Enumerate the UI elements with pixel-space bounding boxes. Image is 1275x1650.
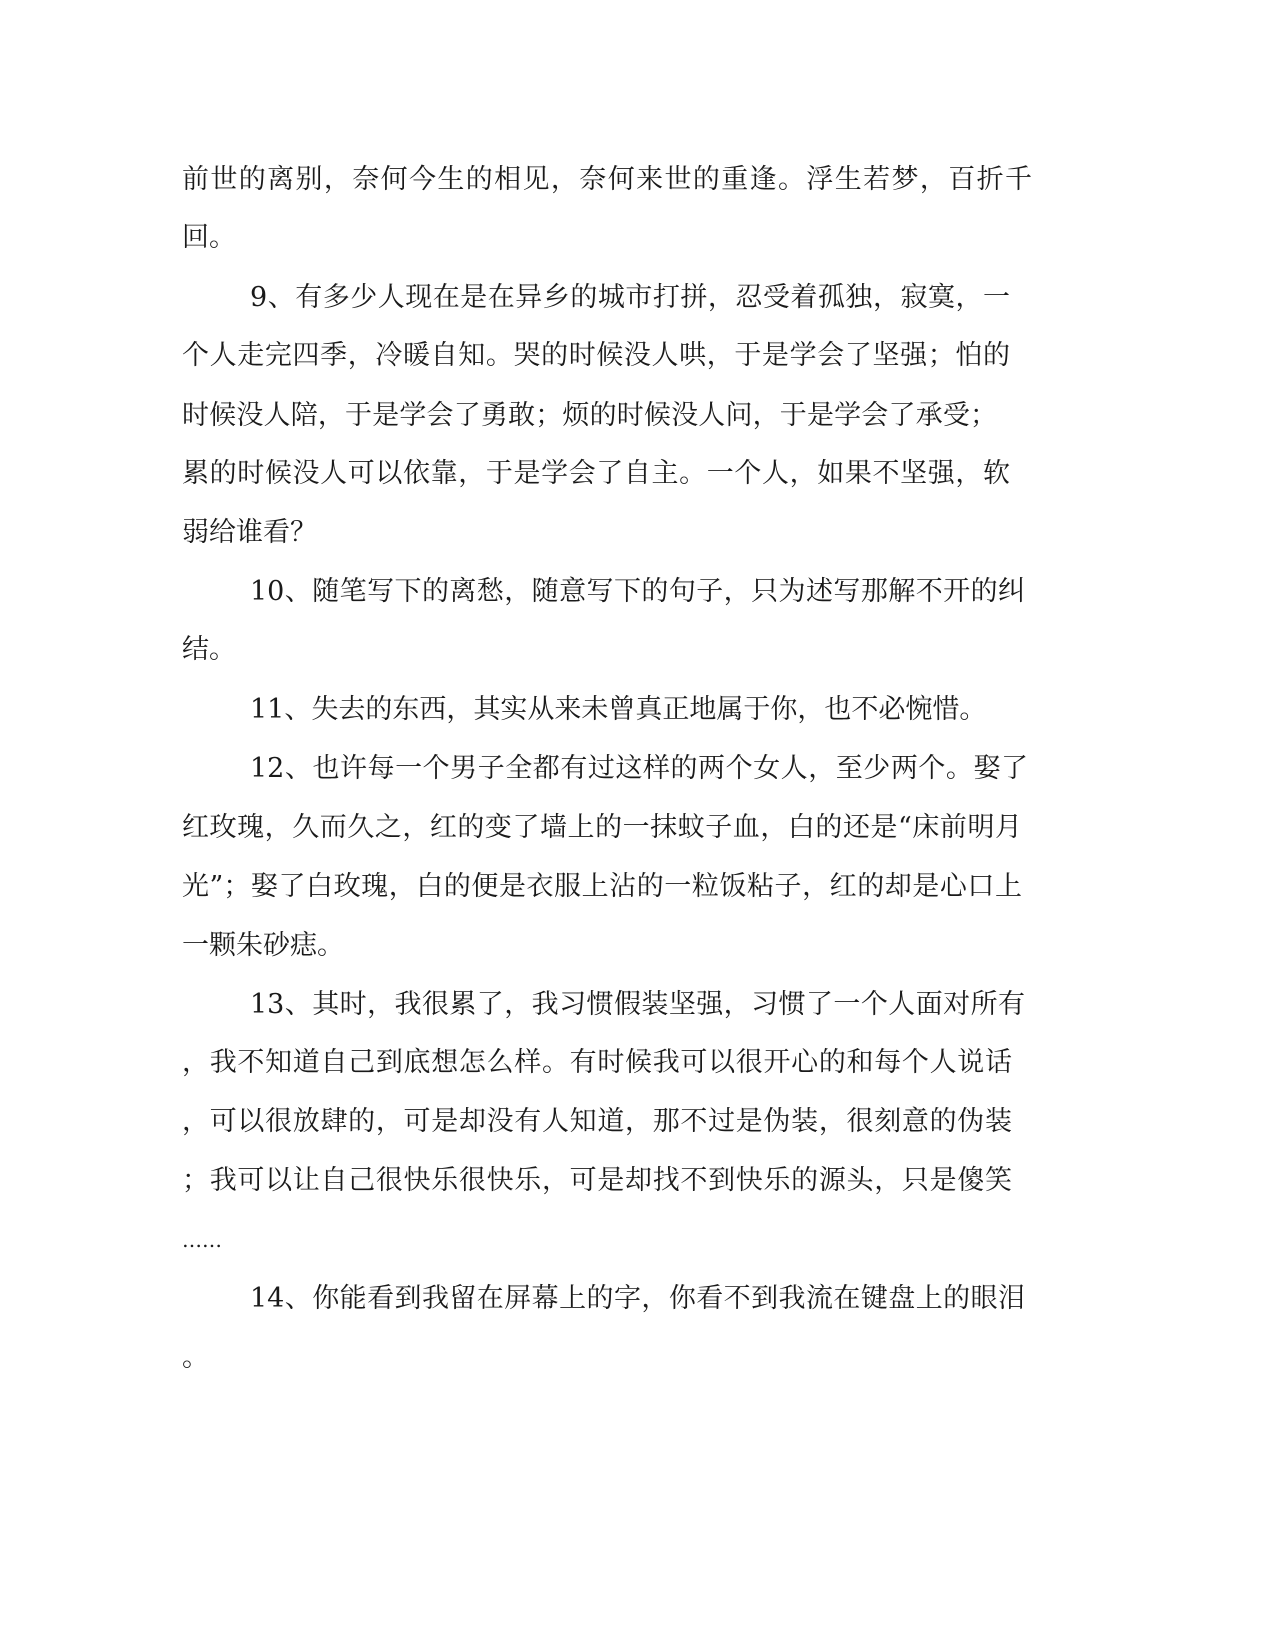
text-line: 弱给谁看？	[182, 517, 317, 548]
text-line: ，可以很放肆的，可是却没有人知道，那不过是伪装，很刻意的伪装	[182, 1106, 1012, 1137]
text-line: 。	[182, 1342, 209, 1373]
text-line: ，我不知道自己到底想怎么样。有时候我可以很开心的和每个人说话	[182, 1047, 1012, 1078]
text-line: 11、失去的东西，其实从来未曾真正地属于你，也不必惋惜。	[250, 694, 987, 725]
text-line: ；我可以让自己很快乐很快乐，可是却找不到快乐的源头，只是傻笑	[182, 1165, 1012, 1196]
text-line: 光”；娶了白玫瑰，白的便是衣服上沾的一粒饭粘子，红的却是心口上	[182, 871, 1022, 902]
text-line: 10、随笔写下的离愁，随意写下的句子，只为述写那解不开的纠	[250, 576, 1025, 607]
text-line: 个人走完四季，冷暖自知。哭的时候没人哄，于是学会了坚强；怕的	[182, 340, 1010, 371]
text-line: 回。	[182, 222, 236, 253]
text-line: 红玫瑰，久而久之，红的变了墙上的一抹蚊子血，白的还是“床前明月	[182, 812, 1022, 843]
text-line: 累的时候没人可以依靠，于是学会了自主。一个人，如果不坚强，软	[182, 458, 1010, 489]
text-line: 13、其时，我很累了，我习惯假装坚强，习惯了一个人面对所有	[250, 989, 1025, 1020]
text-line: 14、你能看到我留在屏幕上的字，你看不到我流在键盘上的眼泪	[250, 1283, 1025, 1314]
text-line: 前世的离别，奈何今生的相见，奈何来世的重逢。浮生若梦，百折千	[182, 164, 1032, 195]
text-line: 12、也许每一个男子全都有过这样的两个女人，至少两个。娶了	[250, 753, 1028, 784]
text-line: ……	[182, 1228, 222, 1252]
text-line: 结。	[182, 634, 236, 665]
text-line: 一颗朱砂痣。	[182, 930, 344, 961]
text-line: 9、有多少人现在是在异乡的城市打拼，忍受着孤独，寂寞，一	[250, 282, 1010, 313]
text-line: 时候没人陪，于是学会了勇敢；烦的时候没人问，于是学会了承受；	[182, 400, 997, 431]
